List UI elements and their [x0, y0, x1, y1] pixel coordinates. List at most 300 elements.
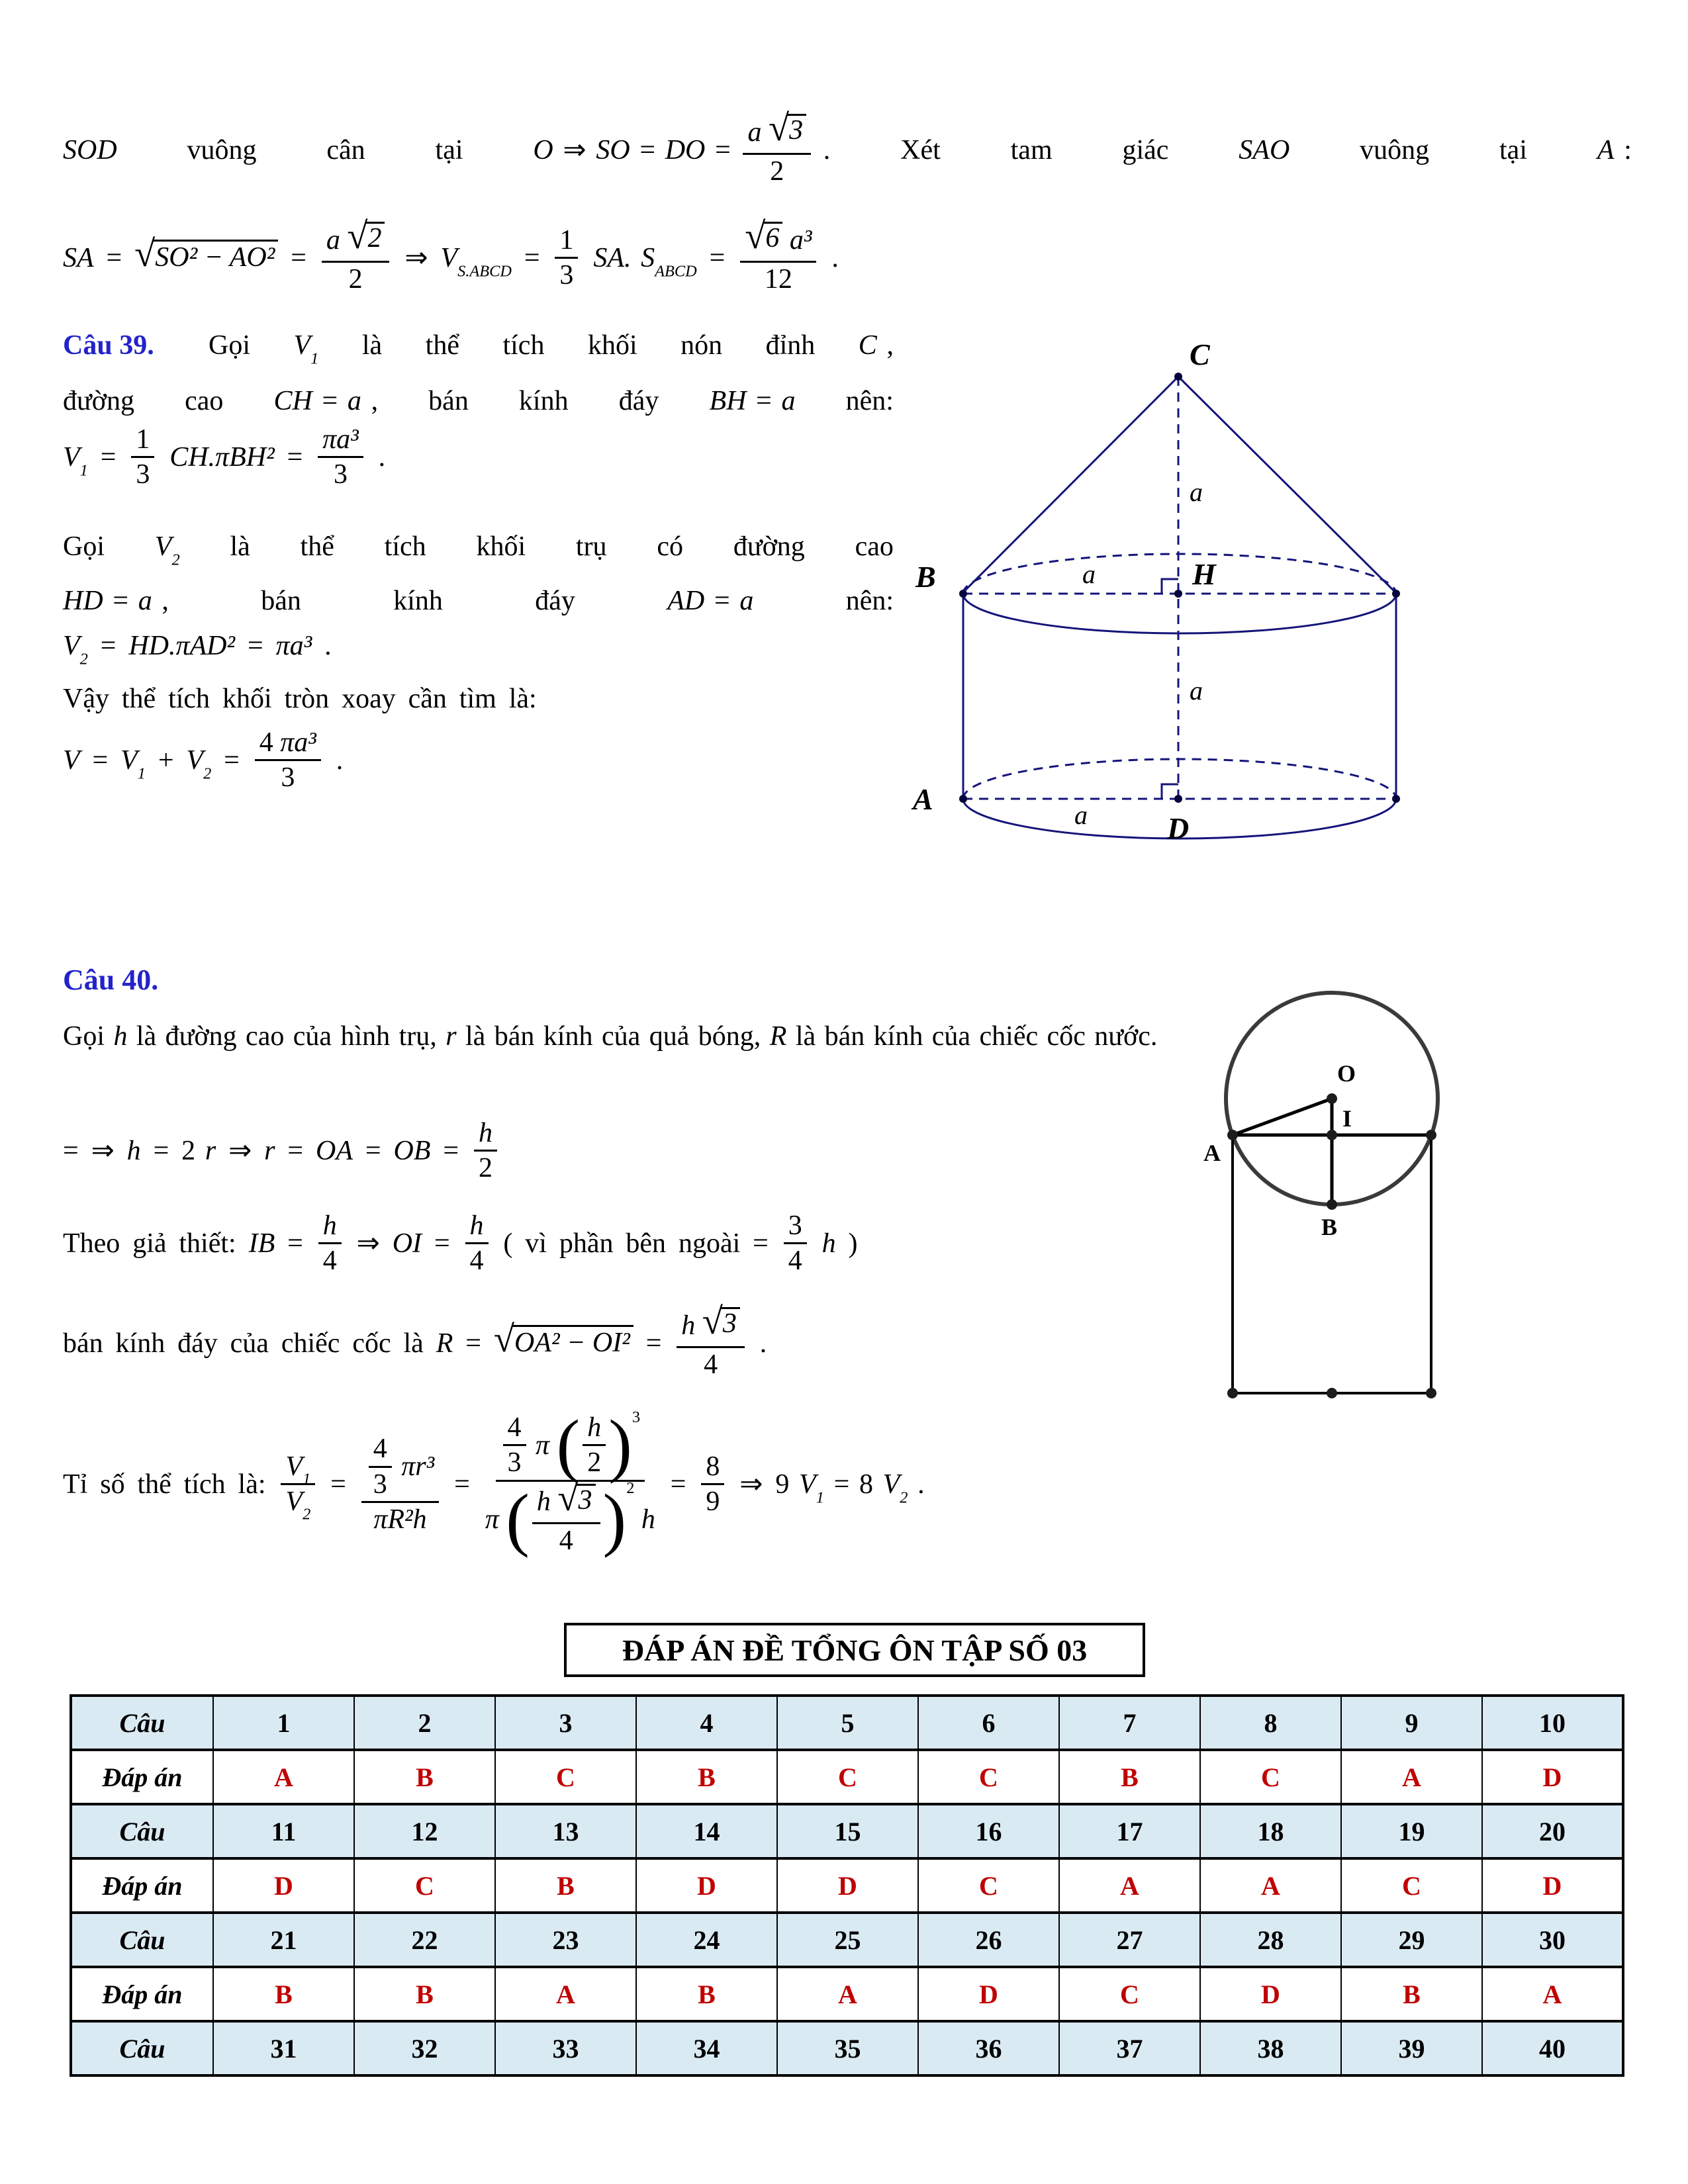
answer-letter-cell: D [777, 1858, 918, 1913]
question-number-cell: 22 [354, 1913, 495, 1967]
math-token: là: [508, 684, 537, 714]
sphere-glass-svg [1184, 958, 1488, 1408]
math-token: SAO [1239, 134, 1290, 165]
math-token [474, 1118, 497, 1184]
math-token [322, 215, 390, 263]
math-token: √ [702, 1300, 723, 1342]
math-token: = [113, 586, 129, 616]
math-token [706, 1485, 720, 1517]
math-token: = [153, 1136, 169, 1167]
question-number-cell: 4 [636, 1696, 777, 1750]
question-number-cell: 24 [636, 1913, 777, 1967]
math-token: kính [518, 386, 569, 416]
math-token [1597, 134, 1632, 166]
answer-table [70, 1694, 1624, 2077]
math-token [580, 1413, 608, 1479]
math-token: là [361, 330, 383, 361]
math-exponent: 3 [632, 1408, 641, 1427]
math-token [485, 1477, 655, 1559]
math-token: = [247, 631, 263, 661]
math-token: của [230, 1328, 269, 1359]
row-header-cell: Đáp án [71, 1750, 213, 1804]
question-number-cell: 36 [918, 2021, 1059, 2075]
math-token: BH [709, 386, 747, 416]
answer-letter-cell: C [1341, 1858, 1482, 1913]
math-token: ) [602, 1480, 627, 1559]
math-token [369, 1434, 392, 1467]
math-token: là [403, 1328, 424, 1359]
math-token: ⇒ [228, 1136, 252, 1167]
math-token: tích [502, 330, 545, 361]
question-39-line-3 [63, 425, 385, 490]
math-token: 9 [775, 1469, 790, 1500]
math-token: h [469, 1210, 484, 1241]
math-token: 4 [259, 727, 273, 758]
table-row-cau [71, 1804, 1623, 1858]
math-token [474, 1118, 497, 1152]
question-39-line-6 [63, 630, 332, 668]
math-token [485, 1406, 655, 1559]
math-token: √ [134, 232, 156, 275]
answer-letter-cell: C [354, 1858, 495, 1913]
question-number-cell: 33 [495, 2021, 636, 2075]
math-token [479, 1152, 492, 1183]
math-token: chiếc [979, 1021, 1039, 1052]
math-token: ) [848, 1228, 858, 1259]
math-token [63, 585, 169, 617]
answer-letter-cell: A [495, 1967, 636, 2021]
math-token [281, 1451, 315, 1524]
math-token: = [465, 1328, 481, 1359]
math-token [770, 155, 784, 187]
oa-line [1233, 1099, 1332, 1135]
math-token: 4 [469, 1246, 484, 1277]
question-number-cell: 16 [918, 1804, 1059, 1858]
fig39-label-D: D [1167, 811, 1190, 845]
top-ellipse-front [963, 594, 1396, 633]
math-token [465, 1211, 489, 1277]
math-token: 4 [704, 1349, 718, 1380]
math-token: a [781, 386, 796, 416]
math-token: = [709, 242, 726, 273]
answer-letter-cell: A [1200, 1858, 1341, 1913]
math-token: 3 [789, 115, 804, 146]
math-token: π [485, 1504, 499, 1535]
question-number-cell: 27 [1059, 1913, 1200, 1967]
math-token: tại [1499, 134, 1527, 165]
math-token: Gọi [63, 531, 105, 562]
math-token: OB [393, 1136, 431, 1167]
math-token: ngoài [678, 1228, 741, 1259]
question-number-cell: 6 [918, 1696, 1059, 1750]
math-token: tích [183, 1469, 226, 1500]
math-token [677, 1300, 745, 1348]
math-token [583, 1413, 606, 1479]
math-token: r [264, 1136, 275, 1167]
sphere-glass-figure [1184, 958, 1488, 1408]
question-number-cell: 10 [1482, 1696, 1623, 1750]
math-token: cân [326, 134, 365, 165]
math-token: bên [626, 1228, 667, 1259]
math-token [361, 1434, 439, 1503]
row-header-cell: Câu [71, 1913, 213, 1967]
math-token [347, 215, 385, 259]
math-token: của [293, 1021, 332, 1052]
math-token: r [205, 1136, 216, 1167]
math-token: ⇒ [739, 1469, 763, 1500]
math-token: = [833, 1469, 850, 1500]
answer-letter-cell: B [636, 1750, 777, 1804]
math-token: 2 [770, 156, 784, 187]
math-token: bán [63, 1328, 103, 1359]
table-row-cau [71, 1913, 1623, 1967]
math-subscript: 1 [303, 1470, 311, 1488]
top-ellipse-back [963, 554, 1396, 594]
math-token: tích [168, 684, 211, 714]
question-40-line-2 [63, 1118, 500, 1184]
question-number-cell: 39 [1341, 2021, 1482, 2075]
math-token: bóng, [698, 1021, 761, 1052]
math-token: thể [121, 684, 156, 714]
math-token [667, 585, 753, 617]
math-token: , [371, 386, 379, 416]
question-number-cell: 8 [1200, 1696, 1341, 1750]
math-token: bán [824, 1021, 865, 1052]
math-token: ⇒ [356, 1228, 380, 1259]
math-token: . [378, 442, 386, 473]
math-token [512, 1325, 633, 1359]
math-subscript: S.ABCD [457, 262, 512, 281]
math-token: 3 [281, 762, 295, 794]
math-token [557, 1477, 595, 1522]
question-number-cell: 3 [495, 1696, 636, 1750]
math-token: ⇒ [91, 1136, 115, 1167]
math-token [587, 1446, 601, 1478]
math-subscript: 1 [310, 349, 319, 368]
math-token: C [858, 330, 877, 361]
question-number-cell: 11 [213, 1804, 354, 1858]
math-token: thể [137, 1469, 171, 1500]
math-token: tròn [284, 684, 330, 714]
math-token: đáy [618, 386, 659, 416]
math-token: thể [300, 531, 334, 562]
fig39-label-A: A [913, 782, 933, 816]
math-token: 4 [322, 1246, 337, 1277]
question-40-line-3 [63, 1211, 858, 1277]
math-token: = [365, 1136, 381, 1167]
math-token [745, 215, 782, 259]
math-token [533, 107, 831, 187]
question-40-line-5 [63, 1406, 925, 1559]
math-token: 3 [373, 1469, 387, 1500]
math-token: xoay [342, 684, 396, 714]
math-token: . [917, 1469, 925, 1500]
math-token: là [230, 531, 250, 562]
math-token: = [330, 1469, 346, 1500]
math-token: hình [340, 1021, 391, 1052]
math-token [318, 425, 363, 490]
answer-letter-cell: D [213, 1858, 354, 1913]
fig39-label-a-cylinder-height: a [1190, 676, 1203, 705]
math-token: số [100, 1469, 125, 1500]
answer-letter-cell: B [354, 1967, 495, 2021]
question-number-cell: 15 [777, 1804, 918, 1858]
math-token [318, 1211, 342, 1244]
math-subscript: 2 [171, 551, 180, 569]
question-number-cell: 12 [354, 1804, 495, 1858]
math-token: kính [393, 586, 443, 616]
math-token: của [931, 1021, 971, 1052]
math-token: h [641, 1504, 655, 1535]
math-token: V [154, 531, 172, 562]
math-token: HD [63, 586, 103, 616]
question-40-paragraph [63, 1011, 1188, 1063]
math-token: giả [132, 1228, 167, 1259]
math-token [641, 242, 697, 281]
math-token: tích [384, 531, 426, 562]
answer-letter-cell: A [777, 1967, 918, 2021]
math-token: √ [493, 1318, 514, 1360]
row-header-cell: Câu [71, 2021, 213, 2075]
answer-letter-cell: D [636, 1858, 777, 1913]
math-token: ⇒ [563, 134, 586, 165]
fig39-label-H: H [1192, 557, 1216, 591]
question-39-line-4 [63, 531, 894, 569]
math-token: đáy [177, 1328, 218, 1359]
question-number-cell: 32 [354, 2021, 495, 2075]
math-token: AD [667, 586, 705, 616]
math-token: h [536, 1486, 551, 1518]
math-token: 9 [706, 1486, 720, 1518]
formula-line-sod [63, 107, 1632, 187]
math-subscript: 1 [816, 1488, 824, 1507]
math-token [583, 1413, 606, 1446]
question-39-line-8 [63, 728, 343, 794]
math-token [181, 1135, 216, 1167]
math-token: = [753, 1228, 769, 1259]
math-token [285, 1451, 311, 1488]
math-token [281, 761, 295, 793]
math-token: πa³ [280, 727, 316, 758]
answer-letter-cell: C [495, 1750, 636, 1804]
math-token [532, 1477, 600, 1557]
math-token: = [287, 1228, 303, 1259]
math-subscript: ABCD [655, 262, 697, 281]
math-token: a [326, 224, 340, 255]
figure-dots [1227, 1093, 1436, 1398]
question-40-heading [63, 963, 170, 997]
math-token: V [63, 745, 80, 776]
math-token [369, 1434, 392, 1500]
question-number-cell: 29 [1341, 1913, 1482, 1967]
math-token: SOD [63, 134, 117, 165]
answer-letter-cell: B [1341, 1967, 1482, 2021]
answer-letter-cell: B [1059, 1750, 1200, 1804]
math-token [775, 1469, 925, 1507]
math-token: 12 [764, 263, 792, 295]
math-token: = [524, 242, 540, 273]
fig39-label-C: C [1190, 338, 1210, 371]
math-token: V [285, 1451, 303, 1482]
math-token [740, 215, 816, 263]
math-token: SO² − AO² [155, 242, 275, 273]
math-token [131, 425, 154, 490]
math-token [882, 1469, 908, 1507]
math-token: là [795, 1021, 816, 1052]
question-number-cell: 23 [495, 1913, 636, 1967]
math-token: 1 [136, 424, 150, 455]
math-token [530, 1477, 603, 1557]
math-token: kính [115, 1328, 165, 1359]
math-token: Gọi [209, 330, 250, 361]
math-token: = [63, 1136, 79, 1167]
question-number-cell: 19 [1341, 1804, 1482, 1858]
question-number-cell: 1 [213, 1696, 354, 1750]
math-token: = [322, 386, 338, 416]
math-token: = [291, 242, 306, 273]
math-token: CH.πBH² [169, 442, 275, 473]
math-token [593, 242, 697, 281]
math-token: Theo [63, 1228, 120, 1259]
math-token: h [821, 1228, 836, 1259]
math-token: = [714, 586, 730, 616]
question-number-cell: 38 [1200, 2021, 1341, 2075]
math-token [349, 263, 363, 295]
math-token: giác [1122, 134, 1169, 165]
answer-table-body [71, 1696, 1623, 2075]
math-token: = [434, 1228, 450, 1259]
question-39-line-5 [63, 585, 894, 617]
math-token: nón [680, 330, 723, 361]
answer-letter-cell: A [1341, 1750, 1482, 1804]
answer-letter-cell: C [918, 1858, 1059, 1913]
math-token: tìm [459, 684, 496, 714]
math-token: . [759, 1328, 767, 1359]
math-token: bán [428, 386, 469, 416]
math-token: 1 [559, 224, 574, 255]
math-token: O [533, 134, 553, 165]
math-token [787, 114, 806, 146]
question-number-cell: 7 [1059, 1696, 1200, 1750]
math-token: Gọi [63, 1021, 105, 1052]
math-token: V [63, 442, 80, 473]
math-token: V [186, 745, 204, 776]
math-token: DO [665, 134, 706, 165]
math-token [255, 728, 321, 794]
math-token [503, 1413, 526, 1479]
math-token: , [886, 330, 894, 361]
math-token [788, 1244, 802, 1276]
math-token [322, 215, 390, 295]
math-token: kính [543, 1021, 593, 1052]
answer-letter-cell: B [636, 1967, 777, 2021]
math-subscript: 2 [203, 764, 212, 783]
math-token: a [138, 586, 152, 616]
math-token: đáy [535, 586, 575, 616]
math-token: πr³ [401, 1451, 435, 1482]
math-token: kính [873, 1021, 923, 1052]
answer-letter-cell: A [1482, 1967, 1623, 2021]
math-token: . [336, 745, 344, 776]
math-token: cao [246, 1021, 285, 1052]
answer-letter-cell: B [495, 1858, 636, 1913]
fig39-label-a-top-radius: a [1082, 559, 1096, 589]
math-token [763, 222, 782, 253]
question-39-label: Câu 39. [63, 330, 154, 361]
math-token: của [601, 1021, 641, 1052]
math-token: V [120, 745, 138, 776]
math-token [701, 1452, 724, 1518]
math-token [440, 242, 512, 281]
math-subscript: 1 [79, 461, 88, 480]
math-token: nên: [845, 586, 894, 616]
math-token [701, 1452, 724, 1485]
math-token: SA [63, 242, 94, 273]
answer-letter-cell: C [777, 1750, 918, 1804]
vertex-dots [959, 373, 1400, 803]
math-token: √ [347, 215, 368, 257]
math-token [334, 458, 348, 490]
math-token [318, 425, 363, 458]
question-number-cell: 5 [777, 1696, 918, 1750]
math-token: là [465, 1021, 486, 1052]
math-token: ⇒ [404, 242, 428, 273]
math-token: V [882, 1469, 900, 1500]
math-token: 3 [136, 459, 150, 490]
question-number-cell: 13 [495, 1804, 636, 1858]
math-token: là: [238, 1469, 266, 1500]
math-token: vuông [1360, 134, 1430, 165]
math-token [743, 107, 811, 187]
math-token: chiếc [281, 1328, 340, 1359]
math-token [153, 240, 278, 273]
row-header-cell: Câu [71, 1804, 213, 1858]
math-token: h [322, 1210, 337, 1241]
question-39-heading [63, 330, 894, 368]
math-token: r [445, 1021, 457, 1052]
math-token: đường [733, 531, 805, 562]
question-number-cell: 30 [1482, 1913, 1623, 1967]
answer-letter-cell: C [1059, 1967, 1200, 2021]
math-token [721, 1307, 740, 1339]
math-token: Vậy [63, 684, 109, 714]
math-token: 3 [507, 1447, 522, 1479]
math-token: 3 [722, 1308, 737, 1339]
math-token: 3 [559, 260, 574, 291]
math-token: OA [316, 1136, 353, 1167]
math-token [784, 1211, 807, 1244]
math-token: đỉnh [765, 330, 816, 361]
math-token [285, 1486, 311, 1524]
question-number-cell: 25 [777, 1913, 918, 1967]
math-token: CH [273, 386, 312, 416]
math-token [493, 1318, 633, 1363]
math-token [784, 1211, 807, 1277]
math-token: trụ [575, 531, 607, 562]
math-token [186, 745, 212, 783]
math-token: cần [408, 684, 447, 714]
answer-letter-cell: A [1059, 1858, 1200, 1913]
math-token [496, 1406, 645, 1484]
math-token [556, 1406, 641, 1484]
math-token: ) [608, 1406, 632, 1484]
math-token: vuông [187, 134, 257, 165]
answer-letter-cell: D [918, 1967, 1059, 2021]
fig40-label-O: O [1337, 1060, 1356, 1087]
math-token: h [113, 1021, 128, 1052]
answer-letter-cell: C [918, 1750, 1059, 1804]
math-token: = [454, 1469, 470, 1500]
